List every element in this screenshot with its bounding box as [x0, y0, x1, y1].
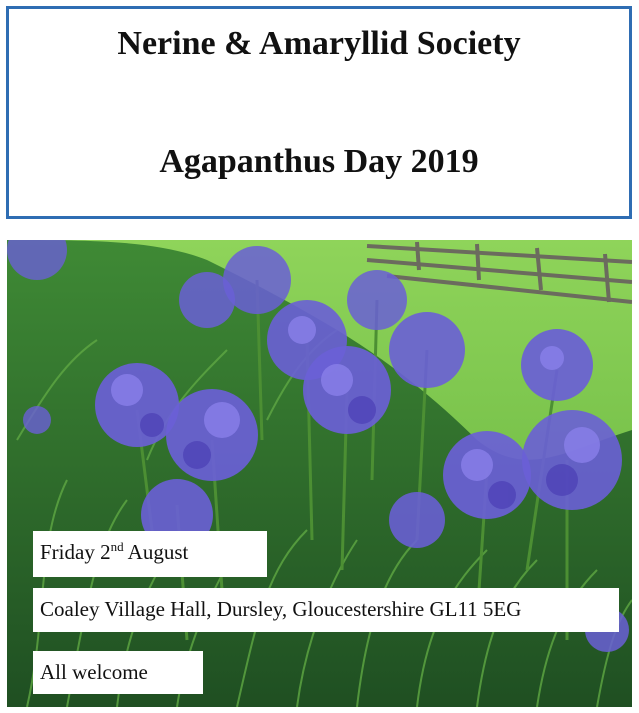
date-month: August	[123, 540, 189, 564]
event-note: All welcome	[33, 651, 203, 694]
date-suffix: nd	[110, 539, 124, 554]
agapanthus-photo	[7, 240, 632, 707]
event-date	[33, 531, 267, 577]
photo-illustration	[7, 240, 632, 707]
event-title: Agapanthus Day 2019	[159, 143, 479, 180]
date-day: Friday 2	[40, 540, 111, 564]
title-box	[6, 6, 632, 219]
society-title: Nerine & Amaryllid Society	[117, 25, 521, 62]
event-venue: Coaley Village Hall, Dursley, Gloucestershire GL11 5EG	[33, 588, 619, 632]
